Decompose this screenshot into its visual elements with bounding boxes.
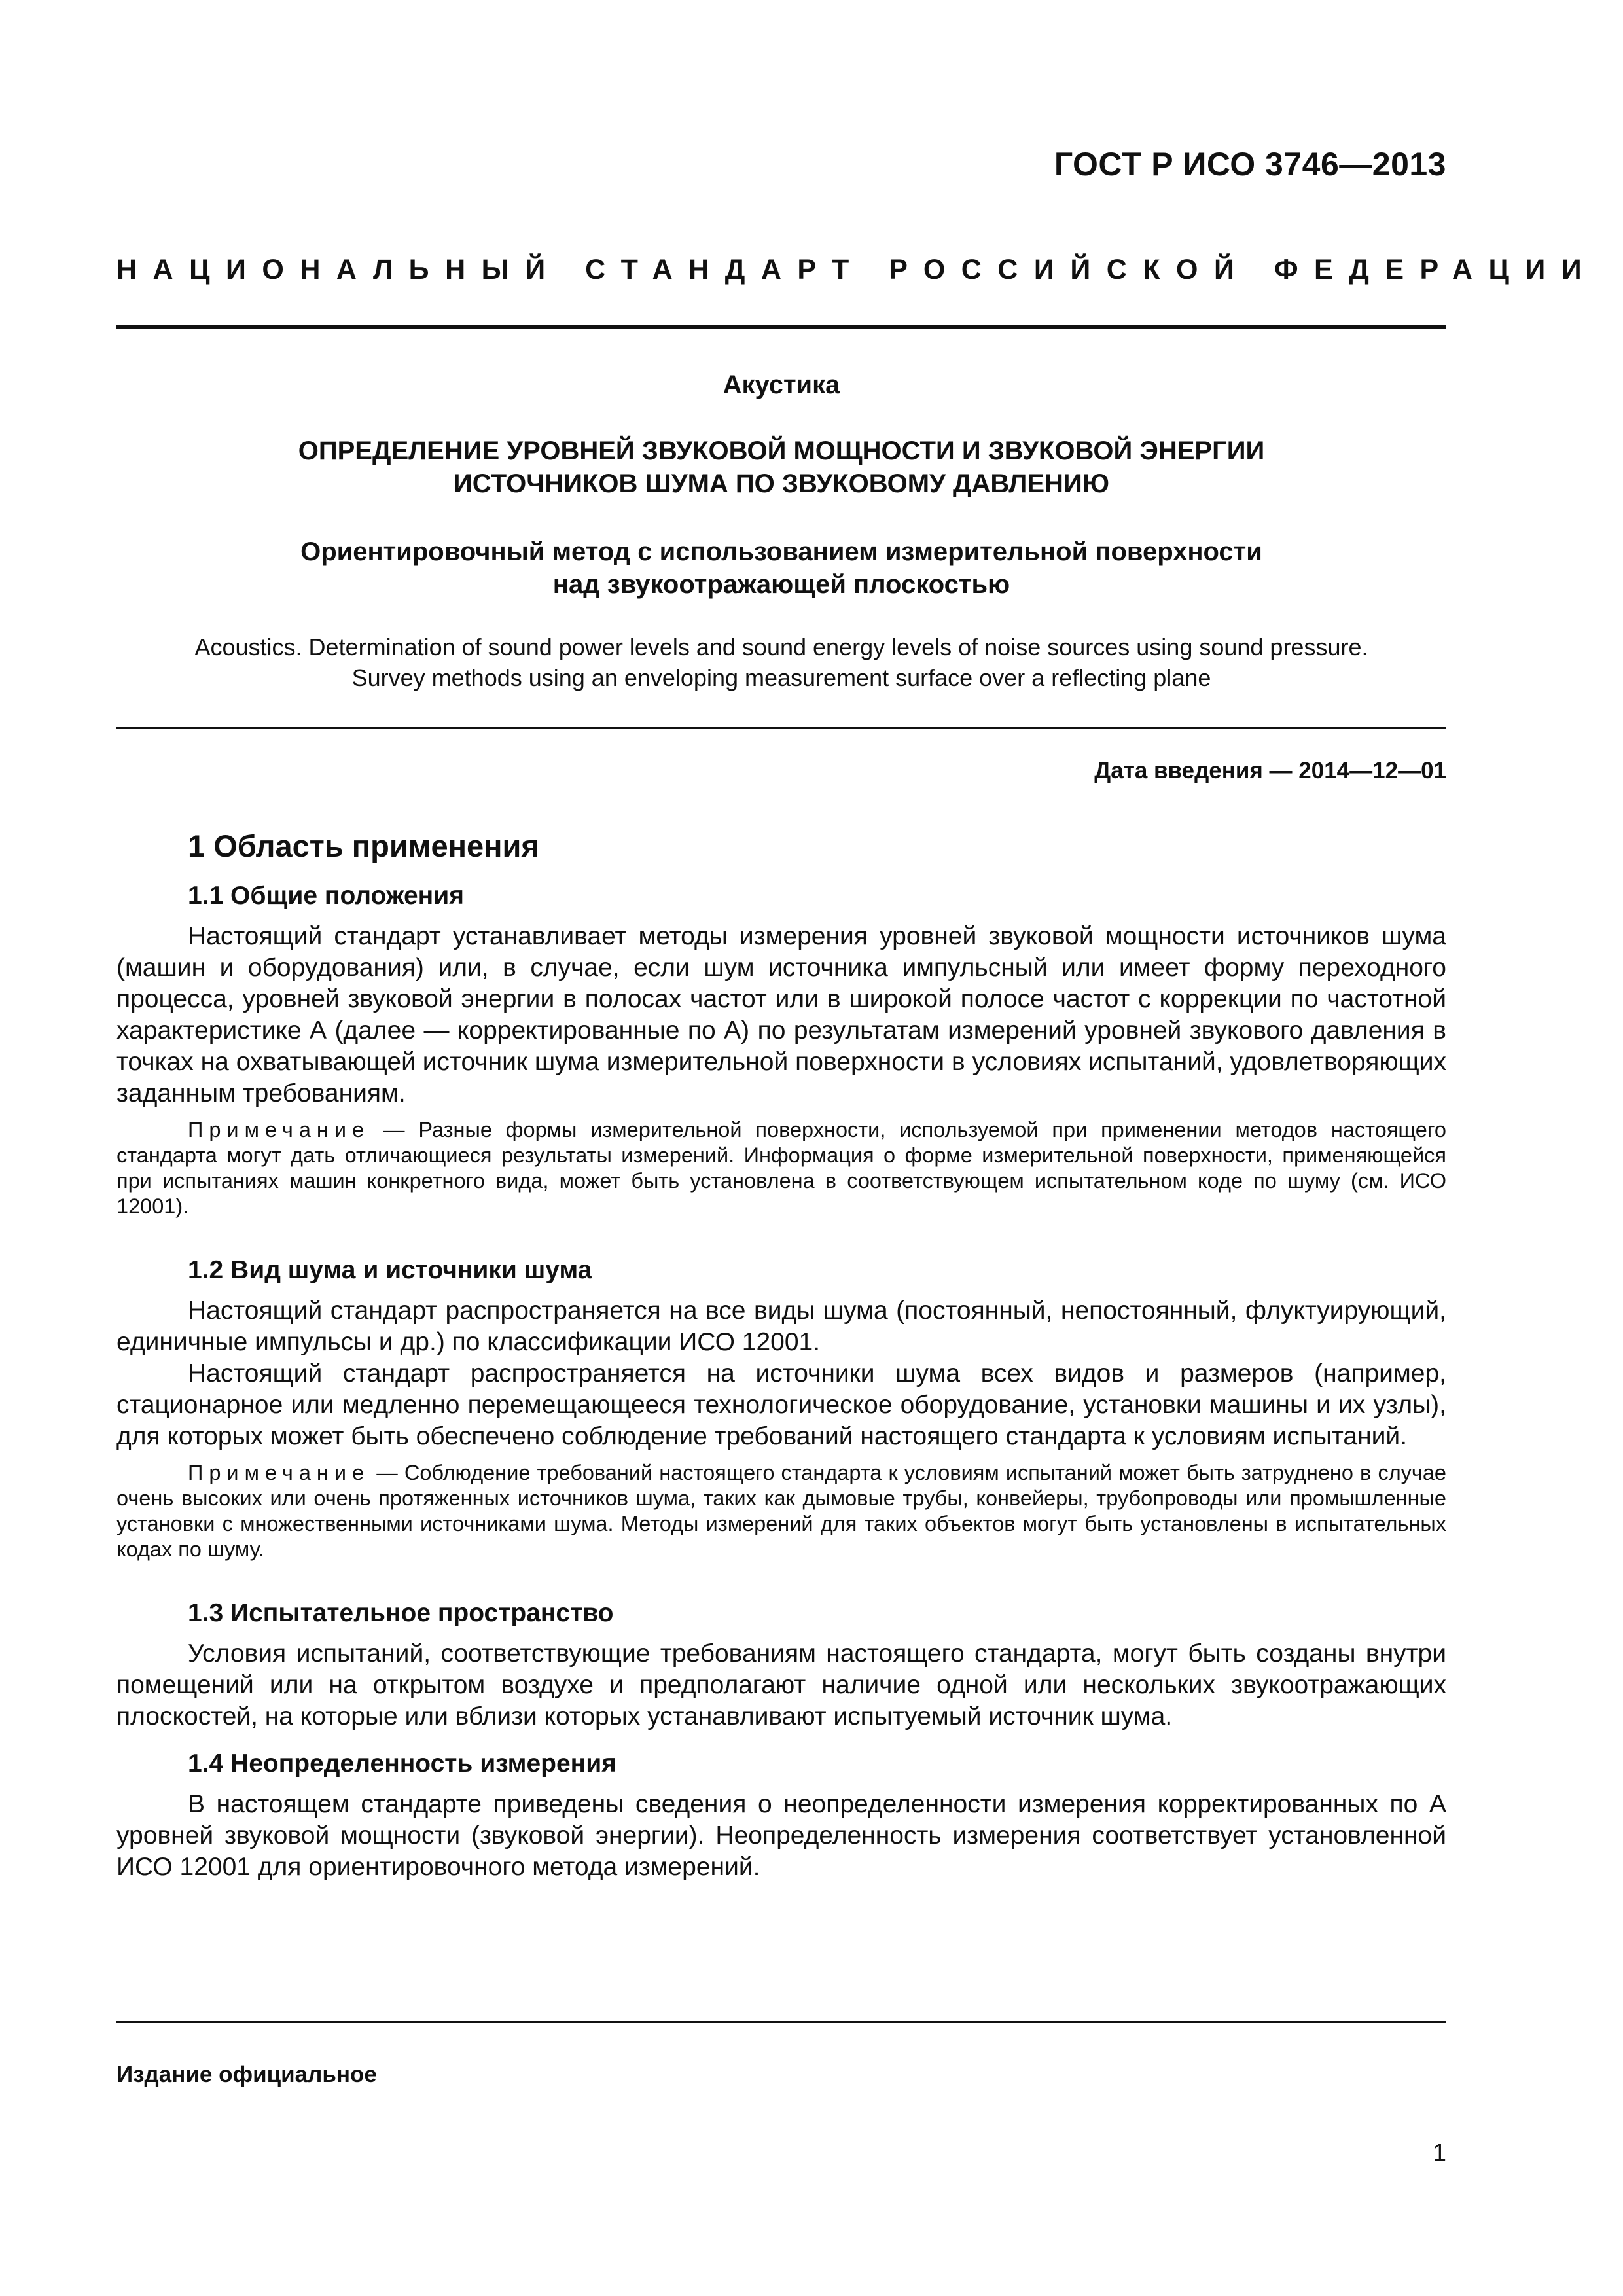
document-page [116,0,1598,2296]
section-1-4-paragraph: В настоящем стандарте приведены сведения о неопределенности измерения корректированных по А уровней звуковой мощности (звуковой энергии). Неопределенность измерения соответствует установленной ИСО 12001 для ориентировочного метода измерений. [116,1790,1446,1881]
header-divider [116,325,1446,329]
note-label: Примечание [188,1461,370,1484]
footer-divider [116,2021,1446,2023]
section-1-1-heading: 1.1 Общие положения [188,882,464,910]
main-title [116,435,1446,500]
section-1-1-note [116,1117,1446,1219]
national-standard-banner: НАЦИОНАЛЬНЫЙ СТАНДАРТ РОССИЙСКОЙ ФЕДЕРАЦИИ [116,254,1598,285]
introduction-date: Дата введения — 2014—12—01 [1094,758,1446,783]
section-1-2-paragraph-2: Настоящий стандарт распространяется на источники шума всех видов и размеров (например, стационарное или медленно перемещающееся технологическое оборудование, установки машины и их узлы), для которых может быть обеспечено соблюдение требований настоящего стандарта к условиям испытаний. [116,1359,1446,1450]
subtitle [116,535,1446,601]
section-1-3-heading: 1.3 Испытательное пространство [188,1599,614,1627]
official-edition-label: Издание официальное [116,2062,377,2087]
category-title: Акустика [722,370,840,399]
section-1-3-paragraph: Условия испытаний, соответствующие требованиям настоящего стандарта, могут быть созданы внутри помещений или на открытом воздухе и предполагают наличие одной или нескольких звукоотражающих плоскостей, на которые или вблизи которых устанавливают испытуемый источник шума. [116,1640,1446,1731]
section-1-1-paragraph: Настоящий стандарт устанавливает методы измерения уровней звуковой мощности источников шума (машин и оборудования) или, в случае, если шум источника импульсный или имеет форму переходного процесса, уровней звуковой энергии в полосах частот или в широкой полосе частот с коррекции по частотной характеристике А (далее — корректированные по А) по результатам измерений уровней звукового давления в точках на охватывающей источник шума измерительной поверхности в условиях испытаний, удовлетворяющих заданным требованиям. [116,922,1446,1107]
english-title-line-1: Acoustics. Determination of sound power levels and sound energy levels of noise sources using sound pressure. [194,634,1368,660]
main-title-line-2: ИСТОЧНИКОВ ШУМА ПО ЗВУКОВОМУ ДАВЛЕНИЮ [454,469,1109,498]
english-title-line-2: Survey methods using an enveloping measurement surface over a reflecting plane [351,664,1211,691]
subtitle-line-2: над звукоотражающей плоскостью [552,570,1010,599]
english-title [116,632,1446,693]
note-label: Примечание [188,1118,370,1141]
main-title-line-1: ОПРЕДЕЛЕНИЕ УРОВНЕЙ ЗВУКОВОЙ МОЩНОСТИ И ЗВУКОВОЙ ЭНЕРГИИ [298,437,1265,465]
title-divider [116,727,1446,729]
section-1-4-heading: 1.4 Неопределенность измерения [188,1749,616,1778]
note-text: — Разные формы измерительной поверхности, используемой при применении методов настоящего стандарта могут дать отличающиеся результаты измерений. Информация о форме измерительной поверхности, применяющейся при испытаниях машин конкретного вида, может быть установлена в соответствующем испытательном коде по шуму (см. ИСО 12001). [116,1118,1446,1218]
section-1-2-heading: 1.2 Вид шума и источники шума [188,1256,592,1284]
page-number: 1 [1433,2139,1446,2166]
document-code: ГОСТ Р ИСО 3746—2013 [1054,146,1446,183]
subtitle-line-1: Ориентировочный метод с использованием измерительной поверхности [300,537,1262,566]
section-1-2-note [116,1460,1446,1562]
note-text: — Соблюдение требований настоящего стандарта к условиям испытаний может быть затруднено в случае очень высоких или очень протяженных источников шума, таких как дымовые трубы, конвейеры, трубопроводы или промышленные установки с множественными источниками шума. Методы измерений для таких объектов могут быть установлены в испытательных кодах по шуму. [116,1461,1446,1561]
section-1-2-paragraph-1: Настоящий стандарт распространяется на все виды шума (постоянный, непостоянный, флуктуирующий, единичные импульсы и др.) по классификации ИСО 12001. [116,1297,1446,1356]
section-1-heading: 1 Область применения [188,829,539,863]
document-body [116,828,1446,1883]
